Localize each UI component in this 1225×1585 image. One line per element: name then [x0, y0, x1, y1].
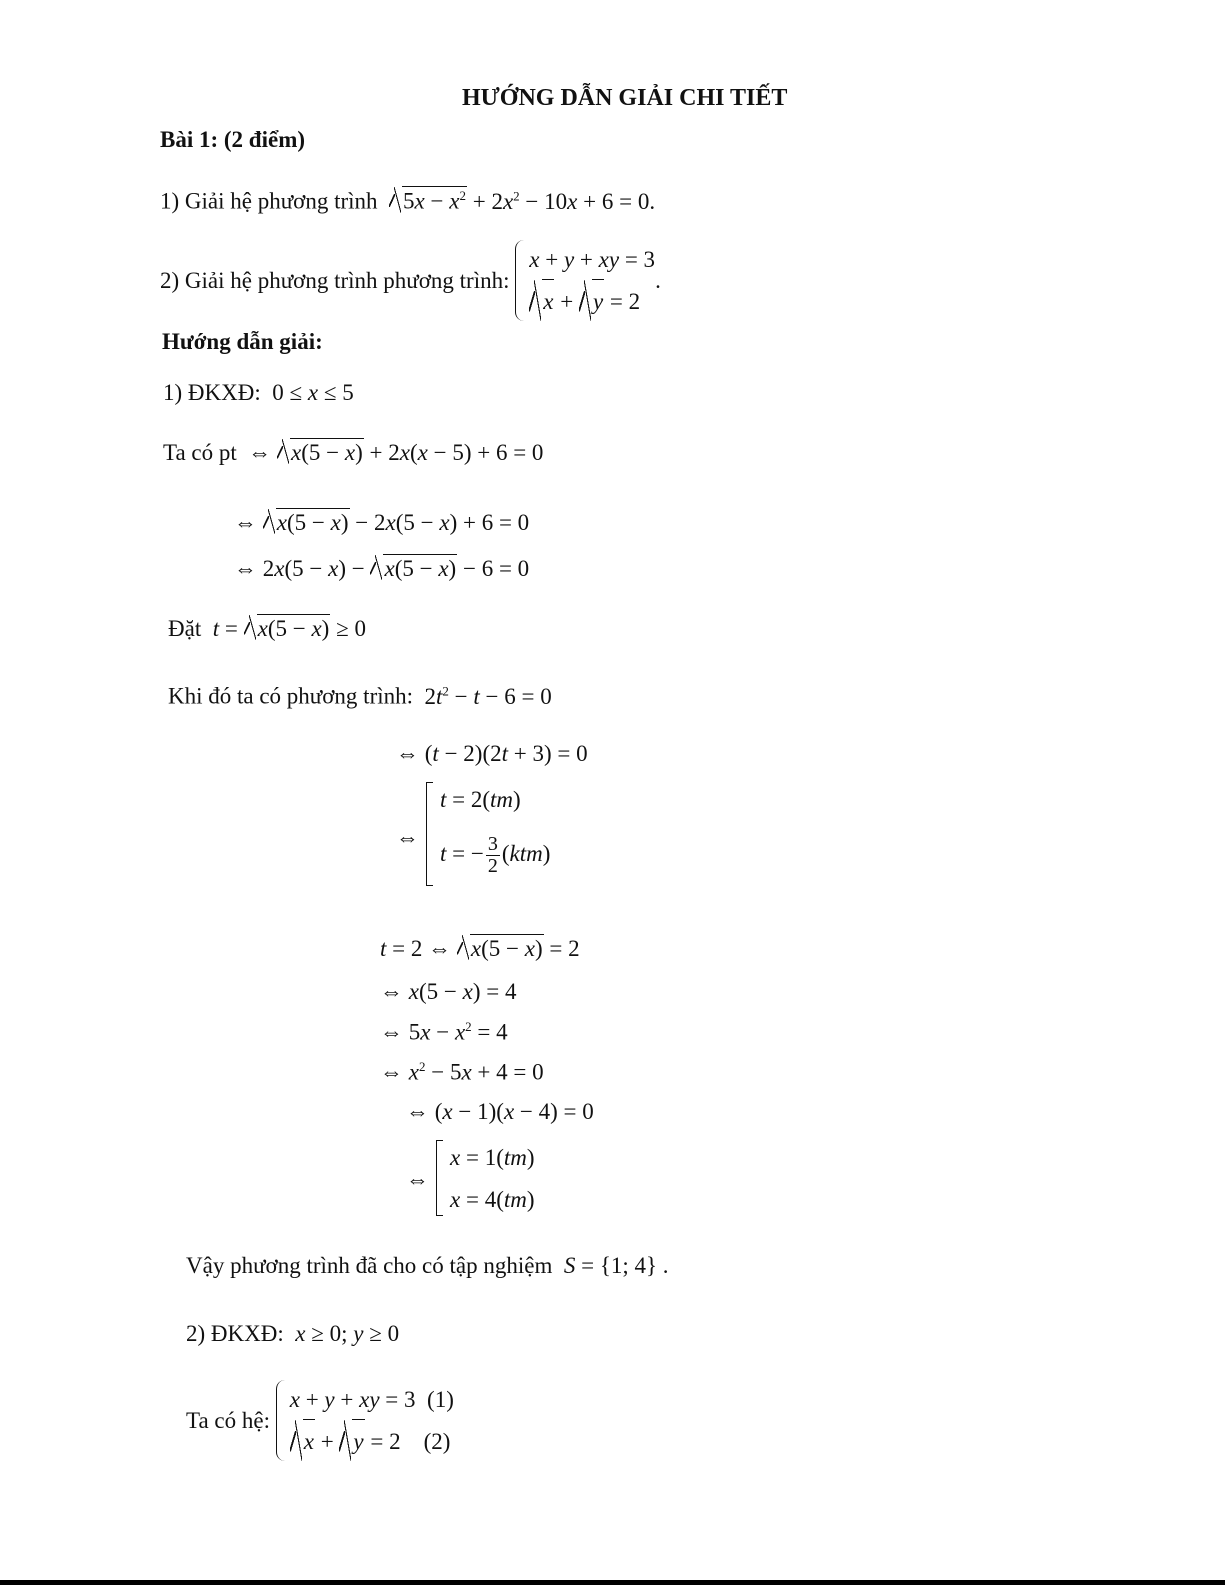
sol1-t-bracket: t = 2(tm) t = − $\frac{3}{2}$ (ktm) — [426, 782, 440, 886]
sol1-factor-t: ⇔ (t − 2)(2t + 3) = 0 — [396, 741, 588, 766]
sol1-step-1 — [163, 438, 543, 464]
solution-set: S = {1; 4} . — [563, 1253, 669, 1278]
sol2-system-label: Ta có hệ: — [186, 1408, 270, 1434]
sol1-step-3: ⇔ 2x(5 − x) − x(5 − x) − 6 = 0 — [234, 556, 530, 581]
sol1-then-label: Khi đó ta có phương trình: — [168, 683, 414, 709]
left-brace — [515, 240, 526, 321]
sol1-x-bracket: x = 1(tm) x = 4(tm) — [436, 1140, 450, 1216]
eq2-tag: (2) — [423, 1429, 451, 1455]
page-title: HƯỚNG DẪN GIẢI CHI TIẾT — [462, 85, 788, 111]
problem-2-system: x + y + xy = 3 x + y = 2 — [515, 240, 655, 321]
sol1-we-have-label: Ta có pt — [163, 440, 237, 465]
sol1-quadratic — [168, 684, 552, 708]
tm-label: tm — [490, 787, 514, 812]
sol1-step-2: ⇔ x(5 − x) − 2x(5 − x) + 6 = 0 — [234, 510, 530, 535]
sol1-quadratic-expr: $2t^2 - t - 6 = 0$ — [418, 683, 552, 709]
sol1-step-x4: ⇔ (x − 1)(x − 4) = 0 — [406, 1099, 594, 1124]
left-brace — [276, 1380, 287, 1461]
sol1-substitute-label: Đặt — [168, 616, 202, 641]
sol2-system — [186, 1380, 454, 1461]
sol1-conclusion-text: Vậy phương trình đã cho có tập nghiệm — [186, 1253, 553, 1278]
exercise-heading — [160, 128, 305, 151]
sol1-substitution-expr: t = x(5 − x) ≥ 0 — [212, 616, 366, 641]
sol1-condition — [163, 381, 354, 404]
sol1-step-x3: ⇔ $x^2 - 5x + 4 = 0$ — [380, 1059, 544, 1085]
sol1-step-x2: ⇔ $5x - x^2 = 4$ — [380, 1019, 508, 1045]
problem-2-prefix: 2) Giải hệ phương trình phương trình: — [160, 268, 510, 294]
exercise-points: (2 điểm) — [223, 127, 306, 152]
page-bottom-border — [0, 1580, 1225, 1585]
guide-heading: Hướng dẫn giải: — [162, 329, 323, 354]
problem-2: 2) Giải hệ phương trình phương trình: x + y + xy = 3 x + y = 2 . — [160, 240, 661, 321]
sol1-condition-label: 1) ĐKXĐ: — [163, 380, 261, 405]
sol1-substitution — [168, 614, 366, 640]
eq1-tag: (1) — [427, 1387, 454, 1412]
sol1-condition-expr: 0 ≤ x ≤ 5 — [266, 380, 354, 405]
sol2-condition — [186, 1322, 399, 1345]
sol1-conclusion — [186, 1254, 669, 1277]
problem-1 — [160, 186, 655, 213]
sol2-system-eqs: x + y + xy = 3 (1) x + y = 2 (2) — [276, 1380, 454, 1461]
exercise-label: Bài 1: — [160, 127, 219, 152]
sol1-step-x1: ⇔ x(5 − x) = 4 — [380, 979, 517, 1004]
sol1-step-1-expr: ⇔ x(5 − x) + 2x(x − 5) + 6 = 0 — [242, 440, 544, 465]
sol1-t-equals-2: t = 2 ⇔ x(5 − x) = 2 — [380, 936, 580, 961]
problem-1-equation: $5x - x^2 + 2x^2 - 10x + 6 = 0$. — [383, 189, 655, 214]
problem-1-prefix: 1) Giải hệ phương trình — [160, 188, 378, 214]
sol2-condition-expr: x ≥ 0; y ≥ 0 — [295, 1321, 400, 1346]
sol2-condition-label: 2) ĐKXĐ: — [186, 1321, 284, 1346]
ktm-label: ktm — [509, 840, 543, 866]
